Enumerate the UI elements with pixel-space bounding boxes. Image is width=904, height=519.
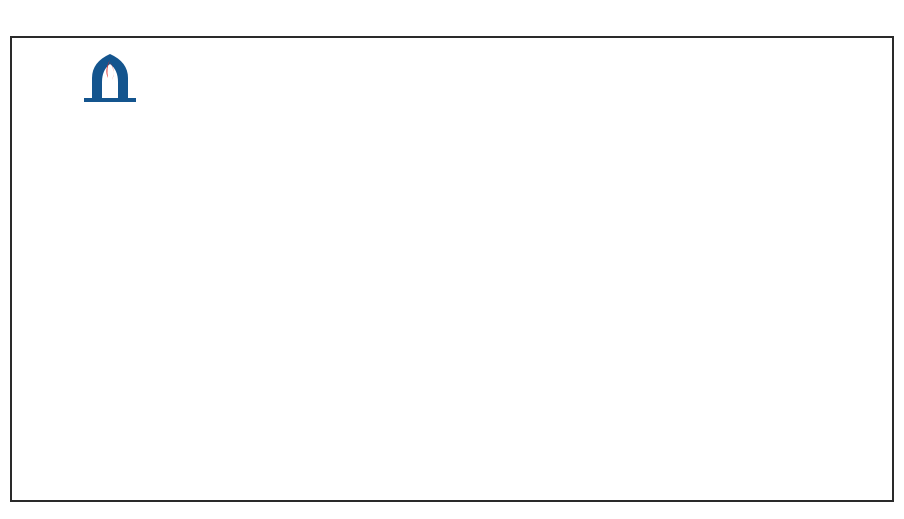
notice-headline — [210, 42, 882, 62]
notice-line — [210, 111, 882, 127]
notice-line — [18, 412, 882, 428]
notice-line — [210, 64, 882, 80]
notice-line — [18, 175, 882, 191]
notice-footer — [30, 458, 880, 476]
notice-line — [18, 396, 882, 412]
notice-line — [18, 143, 882, 159]
notice-line — [210, 96, 882, 112]
notice-line — [18, 159, 882, 175]
notice-line — [18, 254, 882, 270]
notice-line — [18, 190, 882, 206]
notice-line — [18, 333, 882, 349]
notice-line — [18, 348, 882, 364]
notice-line — [18, 222, 882, 238]
notice-body — [18, 64, 882, 443]
notice-line — [210, 80, 882, 96]
notice-line — [18, 380, 882, 396]
notice-line — [18, 206, 882, 222]
notice-line — [210, 127, 882, 143]
notice-line — [18, 364, 882, 380]
notice-line — [18, 238, 882, 254]
notice-line — [18, 427, 882, 443]
